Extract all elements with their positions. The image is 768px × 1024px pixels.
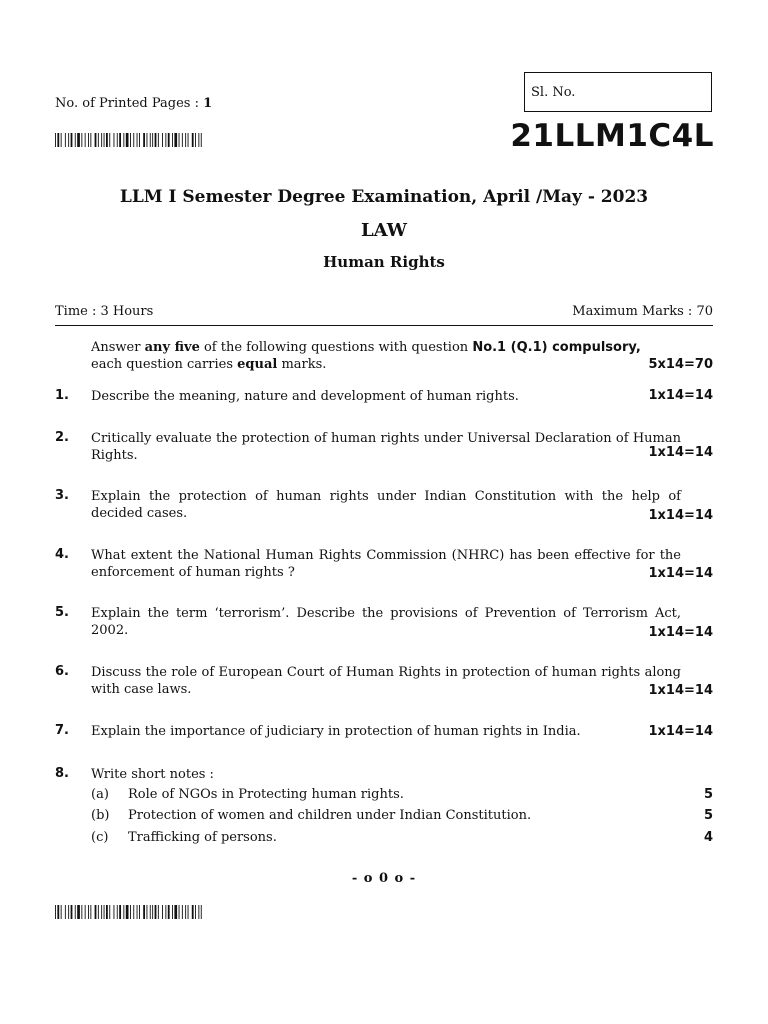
barcode-top-icon bbox=[55, 133, 203, 147]
serial-number-label: Sl. No. bbox=[531, 85, 576, 100]
question-marks: 1x14=14 bbox=[648, 388, 713, 403]
short-note-marks: 4 bbox=[703, 830, 713, 845]
instr-text-2: of the following questions with question bbox=[203, 340, 469, 355]
question-text: Critically evaluate the protection of human rights under Universal Declaration of Human Rights. bbox=[91, 431, 681, 463]
short-note-text: Role of NGOs in Protecting human rights. bbox=[128, 787, 404, 802]
paper-code: 21LLM1C4L bbox=[510, 118, 714, 154]
printed-pages-label: No. of Printed Pages : bbox=[55, 96, 199, 111]
question-number: 2. bbox=[55, 430, 69, 445]
question-text: Explain the protection of human rights under Indian Constitution with the help of decided cases. bbox=[91, 489, 681, 521]
question-number: 7. bbox=[55, 723, 69, 738]
instr-text-4: marks. bbox=[281, 357, 327, 372]
divider bbox=[55, 325, 713, 326]
question-marks: 1x14=14 bbox=[648, 445, 713, 460]
instr-bold-3: equal bbox=[237, 357, 278, 372]
question-text: Describe the meaning, nature and development of human rights. bbox=[91, 389, 519, 404]
serial-number-box bbox=[524, 72, 712, 112]
question-text: Write short notes : bbox=[91, 767, 214, 782]
instructions-marks: 5x14=70 bbox=[648, 357, 713, 372]
question-number: 1. bbox=[55, 388, 69, 403]
instructions-line-1 bbox=[91, 339, 713, 356]
question-number: 4. bbox=[55, 547, 69, 562]
maximum-marks: Maximum Marks : 70 bbox=[572, 304, 713, 319]
question-marks: 1x14=14 bbox=[648, 566, 713, 581]
exam-meta bbox=[55, 304, 713, 319]
short-note-marks: 5 bbox=[703, 787, 713, 802]
end-of-paper-mark: - o 0 o - bbox=[351, 871, 417, 886]
instr-text-1: Answer bbox=[91, 340, 141, 355]
instructions-line-2 bbox=[91, 356, 713, 373]
short-note-label: (c) bbox=[91, 830, 109, 845]
question-number: 8. bbox=[55, 766, 69, 781]
question-marks: 1x14=14 bbox=[648, 724, 713, 739]
question-marks: 1x14=14 bbox=[648, 625, 713, 640]
instr-bold-1: any five bbox=[144, 340, 200, 355]
printed-pages bbox=[55, 96, 212, 111]
question-text: Explain the importance of judiciary in protection of human rights in India. bbox=[91, 724, 581, 739]
short-note-text: Trafficking of persons. bbox=[128, 830, 277, 845]
short-note-text: Protection of women and children under Indian Constitution. bbox=[128, 808, 532, 823]
question-number: 6. bbox=[55, 664, 69, 679]
exam-title: LLM I Semester Degree Examination, April /May - 2023 bbox=[119, 187, 649, 207]
question-number: 3. bbox=[55, 488, 69, 503]
question-marks: 1x14=14 bbox=[648, 683, 713, 698]
time-allowed: Time : 3 Hours bbox=[55, 304, 154, 319]
instr-text-3: each question carries bbox=[91, 357, 233, 372]
question-text: Explain the term ‘terrorism’. Describe the provisions of Prevention of Terrorism Act, 2002. bbox=[91, 606, 681, 638]
question-number: 5. bbox=[55, 605, 69, 620]
paper-title: Human Rights bbox=[323, 253, 445, 271]
short-note-marks: 5 bbox=[703, 808, 713, 823]
question-marks: 1x14=14 bbox=[648, 508, 713, 523]
question-text: Discuss the role of European Court of Human Rights in protection of human rights along with case laws. bbox=[91, 665, 681, 697]
question-text: What extent the National Human Rights Commission (NHRC) has been effective for the enforcement of human rights ? bbox=[91, 548, 681, 580]
short-note-label: (b) bbox=[91, 808, 110, 823]
barcode-bottom-icon bbox=[55, 905, 203, 919]
instr-bold-2: No.1 (Q.1) compulsory, bbox=[472, 340, 641, 355]
instructions bbox=[91, 339, 713, 373]
printed-pages-value: 1 bbox=[203, 96, 213, 111]
short-note-label: (a) bbox=[91, 787, 109, 802]
subject-title: LAW bbox=[361, 220, 407, 241]
